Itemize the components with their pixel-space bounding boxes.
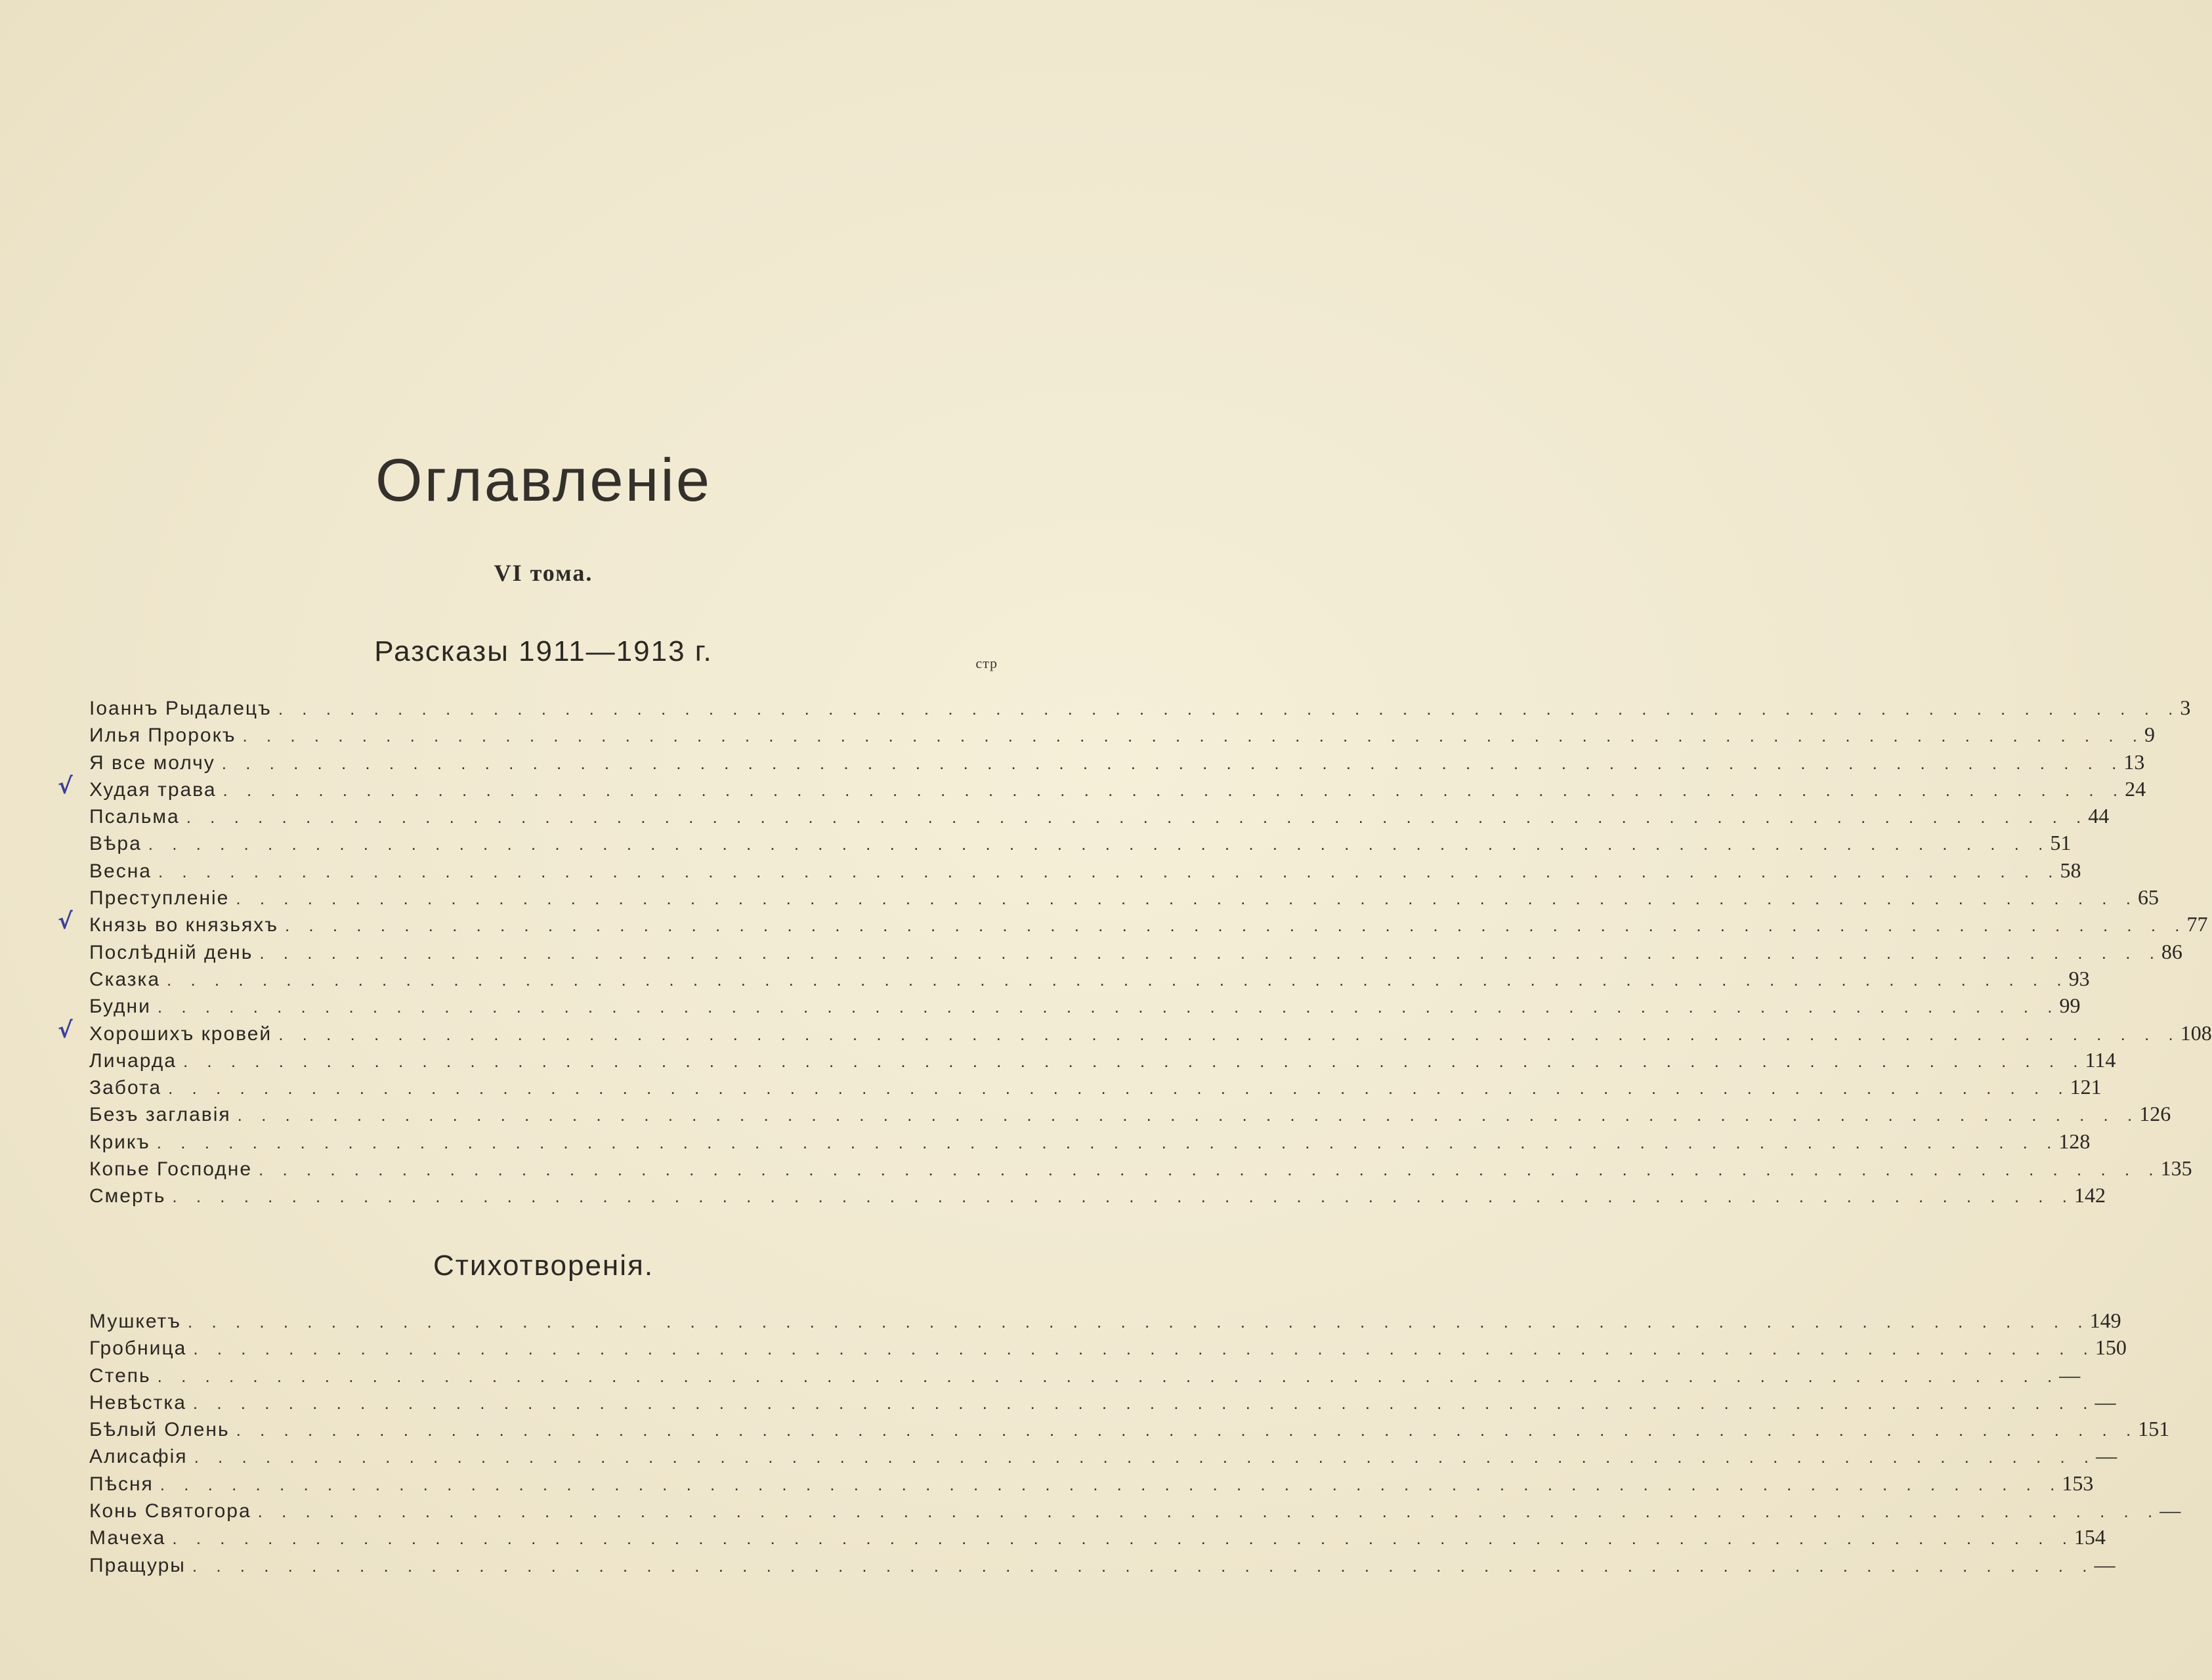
toc-entry [89,1101,2171,1127]
toc-entry [89,911,2208,938]
toc-entry [89,1470,2094,1497]
toc-entry [89,1416,2170,1442]
toc-entry [89,992,2081,1019]
toc-entry [89,1155,2192,1182]
dot-leader: . . . . . . . . . . . . . . . . . . . . . . . . . . . . . . . . . . . . . . . . . . . . . . . . . . . . . . . . . . . . . . . . . . . . . . . . . . . . . . . . [237,1105,2140,1125]
toc-entry-title: Послѣдній день [89,941,253,963]
section-heading-stories: Разсказы 1911—1913 г. [374,635,713,667]
toc-entry-page: 108 [2180,1020,2212,1045]
dot-leader: . . . . . . . . . . . . . . . . . . . . . . . . . . . . . . . . . . . . . . . . . . . . . . . . . . . . . . . . . . . . . . . . . . . . . . . . . . . . . . . . [182,1051,2085,1071]
toc-entry-title: Крикъ [89,1131,150,1153]
dot-leader: . . . . . . . . . . . . . . . . . . . . . . . . . . . . . . . . . . . . . . . . . . . . . . . . . . . . . . . . . . . . . . . . . . . . . . . . . . . . . . . . [242,726,2145,746]
toc-entry [89,1362,2081,1389]
toc-entry-title: Я все молчу [89,751,215,774]
dot-leader: . . . . . . . . . . . . . . . . . . . . . . . . . . . . . . . . . . . . . . . . . . . . . . . . . . . . . . . . . . . . . . . . . . . . . . . . . . . . . . . . [193,1339,2095,1359]
toc-entry-title: Смерть [89,1185,166,1208]
dot-leader: . . . . . . . . . . . . . . . . . . . . . . . . . . . . . . . . . . . . . . . . . . . . . . . . . . . . . . . . . . . . . . . . . . . . . . . . . . . . . . . . [236,1420,2138,1440]
toc-entry [89,694,2191,721]
dot-leader: . . . . . . . . . . . . . . . . . . . . . . . . . . . . . . . . . . . . . . . . . . . . . . . . . . . . . . . . . . . . . . . . . . . . . . . . . . . . . . . . [259,942,2161,963]
toc-entry [89,884,2159,911]
toc-entry-title: Пѣсня [89,1473,154,1495]
toc-stories [89,694,2212,1209]
toc-entry-page: 58 [2060,858,2081,882]
toc-entry-title: Мачеха [89,1527,166,1549]
toc-entry-page: — [2059,1362,2081,1387]
dot-leader: . . . . . . . . . . . . . . . . . . . . . . . . . . . . . . . . . . . . . . . . . . . . . . . . . . . . . . . . . . . . . . . . . . . . . . . . . . . . . . . . [172,1528,2074,1549]
page-title: Оглавленіе [375,447,712,514]
toc-entry-page: 142 [2074,1183,2106,1208]
page-column-label: стр [975,655,998,671]
toc-entry [89,1020,2212,1047]
toc-entry-title: Будни [89,996,151,1018]
toc-entry-title: Весна [89,860,152,882]
toc-entry [89,830,2072,856]
toc-entry-page: — [2095,1389,2116,1414]
dot-leader: . . . . . . . . . . . . . . . . . . . . . . . . . . . . . . . . . . . . . . . . . . . . . . . . . . . . . . . . . . . . . . . . . . . . . . . . . . . . . . . . [278,699,2180,719]
toc-entry [89,1551,2116,1578]
toc-entry-title: Забота [89,1077,162,1099]
toc-entry-page: 151 [2138,1417,2170,1441]
toc-entry-title: Гробница [89,1337,187,1360]
toc-entry [89,749,2145,776]
toc-entry-page: 65 [2137,885,2159,910]
dot-leader: . . . . . . . . . . . . . . . . . . . . . . . . . . . . . . . . . . . . . . . . . . . . . . . . . . . . . . . . . . . . . . . . . . . . . . . . . . . . . . . . [157,1366,2060,1386]
toc-entry-page: 114 [2085,1047,2116,1072]
toc-entry [89,1442,2117,1469]
toc-entry-page: 154 [2074,1525,2106,1549]
dot-leader: . . . . . . . . . . . . . . . . . . . . . . . . . . . . . . . . . . . . . . . . . . . . . . . . . . . . . . . . . . . . . . . . . . . . . . . . . . . . . . . . [194,1447,2096,1467]
dot-leader: . . . . . . . . . . . . . . . . . . . . . . . . . . . . . . . . . . . . . . . . . . . . . . . . . . . . . . . . . . . . . . . . . . . . . . . . . . . . . . . . [167,969,2069,990]
toc-entry-title: Илья Пророкъ [89,724,236,747]
toc-entry-title: Мушкетъ [89,1311,182,1332]
toc-poems [89,1307,2181,1578]
toc-entry-title: Преступленіе [89,887,230,910]
dot-leader: . . . . . . . . . . . . . . . . . . . . . . . . . . . . . . . . . . . . . . . . . . . . . . . . . . . . . . . . . . . . . . . . . . . . . . . . . . . . . . . . [278,1024,2180,1044]
toc-entry-title: Алисафія [89,1446,188,1468]
dot-leader: . . . . . . . . . . . . . . . . . . . . . . . . . . . . . . . . . . . . . . . . . . . . . . . . . . . . . . . . . . . . . . . . . . . . . . . . . . . . . . . . [259,1160,2161,1180]
toc-entry-page: 93 [2068,966,2090,990]
handwritten-checkmark-icon: √ [58,772,73,799]
toc-entry-title: Хорошихъ кровей [89,1022,272,1045]
dot-leader: . . . . . . . . . . . . . . . . . . . . . . . . . . . . . . . . . . . . . . . . . . . . . . . . . . . . . . . . . . . . . . . . . . . . . . . . . . . . . . . . [172,1186,2074,1207]
toc-entry-title: Сказка [89,968,161,990]
dot-leader: . . . . . . . . . . . . . . . . . . . . . . . . . . . . . . . . . . . . . . . . . . . . . . . . . . . . . . . . . . . . . . . . . . . . . . . . . . . . . . . . [156,1132,2059,1152]
toc-entry-page: 99 [2059,994,2081,1018]
toc-entry-page: 13 [2123,749,2145,774]
toc-entry-title: Степь [89,1364,151,1387]
toc-entry [89,721,2156,748]
toc-entry-page: 77 [2186,912,2208,936]
toc-entry-page: — [2094,1552,2116,1576]
dot-leader: . . . . . . . . . . . . . . . . . . . . . . . . . . . . . . . . . . . . . . . . . . . . . . . . . . . . . . . . . . . . . . . . . . . . . . . . . . . . . . . . [257,1502,2160,1522]
toc-entry-page: 150 [2095,1335,2127,1360]
dot-leader: . . . . . . . . . . . . . . . . . . . . . . . . . . . . . . . . . . . . . . . . . . . . . . . . . . . . . . . . . . . . . . . . . . . . . . . . . . . . . . . . [158,861,2060,881]
toc-entry-page: 135 [2160,1156,2192,1181]
dot-leader: . . . . . . . . . . . . . . . . . . . . . . . . . . . . . . . . . . . . . . . . . . . . . . . . . . . . . . . . . . . . . . . . . . . . . . . . . . . . . . . . [221,753,2124,773]
toc-entry-page: 126 [2139,1102,2171,1126]
toc-entry-title: Псальма [89,806,180,828]
toc-entry-page: 51 [2050,831,2072,855]
toc-entry-title: Іоаннъ Рыдалецъ [89,698,272,719]
toc-entry [89,1334,2127,1361]
toc-entry-page: — [2159,1498,2181,1522]
dot-leader: . . . . . . . . . . . . . . . . . . . . . . . . . . . . . . . . . . . . . . . . . . . . . . . . . . . . . . . . . . . . . . . . . . . . . . . . . . . . . . . . [192,1393,2095,1413]
toc-entry [89,938,2182,965]
dot-leader: . . . . . . . . . . . . . . . . . . . . . . . . . . . . . . . . . . . . . . . . . . . . . . . . . . . . . . . . . . . . . . . . . . . . . . . . . . . . . . . . [168,1078,2070,1099]
dot-leader: . . . . . . . . . . . . . . . . . . . . . . . . . . . . . . . . . . . . . . . . . . . . . . . . . . . . . . . . . . . . . . . . . . . . . . . . . . . . . . . . [192,1555,2095,1576]
toc-entry-page: 128 [2058,1129,2091,1153]
toc-entry [89,1128,2091,1155]
dot-leader: . . . . . . . . . . . . . . . . . . . . . . . . . . . . . . . . . . . . . . . . . . . . . . . . . . . . . . . . . . . . . . . . . . . . . . . . . . . . . . . . [148,834,2051,854]
volume-subtitle: VI тома. [494,560,593,586]
toc-entry [89,1307,2121,1334]
toc-entry-page: 9 [2144,723,2156,747]
dot-leader: . . . . . . . . . . . . . . . . . . . . . . . . . . . . . . . . . . . . . . . . . . . . . . . . . . . . . . . . . . . . . . . . . . . . . . . . . . . . . . . . [236,889,2138,909]
toc-entry-title: Князь во князьяхъ [89,914,278,936]
toc-entry [89,1074,2102,1101]
toc-entry [89,803,2110,830]
dot-leader: . . . . . . . . . . . . . . . . . . . . . . . . . . . . . . . . . . . . . . . . . . . . . . . . . . . . . . . . . . . . . . . . . . . . . . . . . . . . . . . . [160,1474,2062,1494]
toc-entry-page: — [2096,1444,2117,1468]
toc-entry [89,1047,2116,1074]
toc-entry-title: Безъ заглавія [89,1104,231,1126]
toc-entry-title: Конь Святогора [89,1500,251,1522]
toc-entry [89,1182,2106,1209]
toc-entry-title: Вѣра [89,833,142,855]
dot-leader: . . . . . . . . . . . . . . . . . . . . . . . . . . . . . . . . . . . . . . . . . . . . . . . . . . . . . . . . . . . . . . . . . . . . . . . . . . . . . . . . [284,915,2187,936]
dot-leader: . . . . . . . . . . . . . . . . . . . . . . . . . . . . . . . . . . . . . . . . . . . . . . . . . . . . . . . . . . . . . . . . . . . . . . . . . . . . . . . . [223,780,2125,800]
section-heading-poems: Стихотворенія. [433,1250,654,1282]
handwritten-checkmark-icon: √ [58,1017,73,1043]
toc-entry [89,1497,2181,1524]
dot-leader: . . . . . . . . . . . . . . . . . . . . . . . . . . . . . . . . . . . . . . . . . . . . . . . . . . . . . . . . . . . . . . . . . . . . . . . . . . . . . . . . [188,1312,2090,1332]
toc-entry-title: Пращуры [89,1554,186,1576]
toc-entry-title: Личарда [89,1049,177,1072]
toc-entry-title: Бѣлый Олень [89,1419,230,1441]
dot-leader: . . . . . . . . . . . . . . . . . . . . . . . . . . . . . . . . . . . . . . . . . . . . . . . . . . . . . . . . . . . . . . . . . . . . . . . . . . . . . . . . [186,807,2089,828]
toc-entry-title: Копье Господне [89,1158,253,1181]
toc-entry-page: 44 [2088,804,2110,828]
toc-entry-page: 86 [2161,939,2182,963]
toc-entry-page: 149 [2089,1309,2121,1332]
toc-entry-page: 3 [2180,696,2191,719]
handwritten-checkmark-icon: √ [58,908,73,935]
toc-entry-page: 121 [2070,1075,2102,1099]
toc-entry-page: 153 [2062,1471,2094,1495]
toc-entry [89,965,2090,992]
dot-leader: . . . . . . . . . . . . . . . . . . . . . . . . . . . . . . . . . . . . . . . . . . . . . . . . . . . . . . . . . . . . . . . . . . . . . . . . . . . . . . . . [157,997,2060,1017]
toc-entry [89,776,2146,803]
toc-entry [89,857,2081,884]
toc-entry-title: Худая трава [89,778,217,801]
toc-entry-title: Невѣстка [89,1391,186,1414]
toc-entry-page: 24 [2125,776,2146,801]
toc-entry [89,1524,2106,1551]
toc-entry [89,1389,2116,1416]
